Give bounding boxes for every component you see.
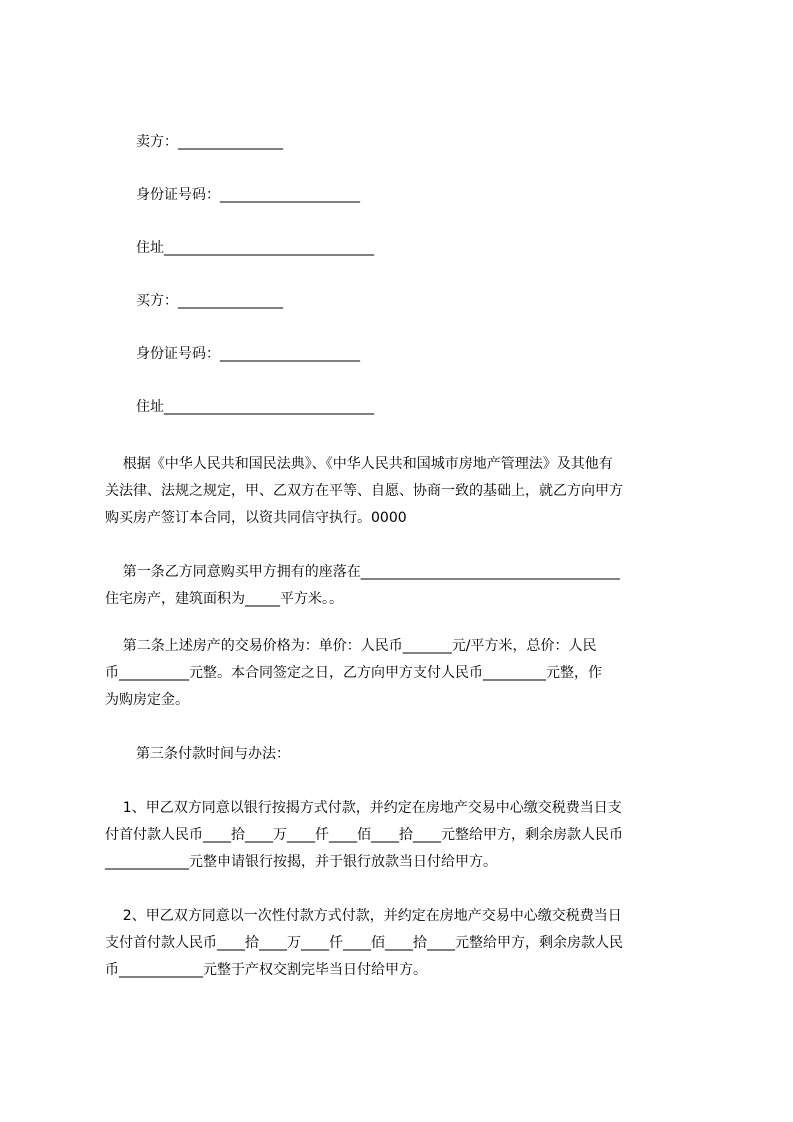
article3-item2-line-3: 币____________元整于产权交割完毕当日付给甲方。 [105, 962, 427, 978]
preamble-line-2: 关法律、法规之规定，甲、乙双方在平等、自愿、协商一致的基础上，就乙方向甲方 [105, 483, 623, 499]
preamble-line-1: 根据《中华人民共和国民法典》、《中华人民共和国城市房地产管理法》及其他有 [105, 456, 613, 472]
article3-item2-line-2: 支付首付款人民币____拾____万____仟____佰____拾____元整给甲方，剩余房款人民 [105, 935, 623, 951]
seller-address-field: 住址______________________________ [136, 240, 374, 256]
article3-title: 第三条付款时间与办法： [136, 746, 290, 762]
seller-id-field: 身份证号码：____________________ [136, 187, 360, 203]
article1-line-1: 第一条乙方同意购买甲方拥有的座落在_____________________________________ [105, 564, 620, 580]
article3-item2-line-1: 2、甲乙双方同意以一次性付款方式付款，并约定在房地产交易中心缴交税费当日 [105, 908, 622, 924]
article2-line-3: 为购房定金。 [105, 692, 189, 708]
seller-field: 卖方：_______________ [136, 134, 283, 150]
buyer-field: 买方：_______________ [136, 293, 283, 309]
article3-item1-line-2: 付首付款人民币____拾____万____仟____佰____拾____元整给甲方，剩余房款人民币 [105, 827, 623, 843]
buyer-address-field: 住址______________________________ [136, 399, 374, 415]
article3-item1-line-1: 1、甲乙双方同意以银行按揭方式付款，并约定在房地产交易中心缴交税费当日支 [105, 800, 622, 816]
article2-line-1: 第二条上述房产的交易价格为：单价：人民币_______元/平方米，总价：人民 [105, 638, 597, 654]
article2-line-2: 币__________元整。本合同签定之日，乙方向甲方支付人民币_________元整，作 [105, 665, 602, 681]
article1-line-2: 住宅房产，建筑面积为_____平方米。。 [105, 591, 343, 607]
buyer-id-field: 身份证号码：____________________ [136, 346, 360, 362]
preamble-line-3: 购买房产签订本合同，以资共同信守执行。0000 [105, 510, 407, 526]
article3-item1-line-3: ____________元整申请银行按揭，并于银行放款当日付给甲方。 [105, 854, 497, 870]
